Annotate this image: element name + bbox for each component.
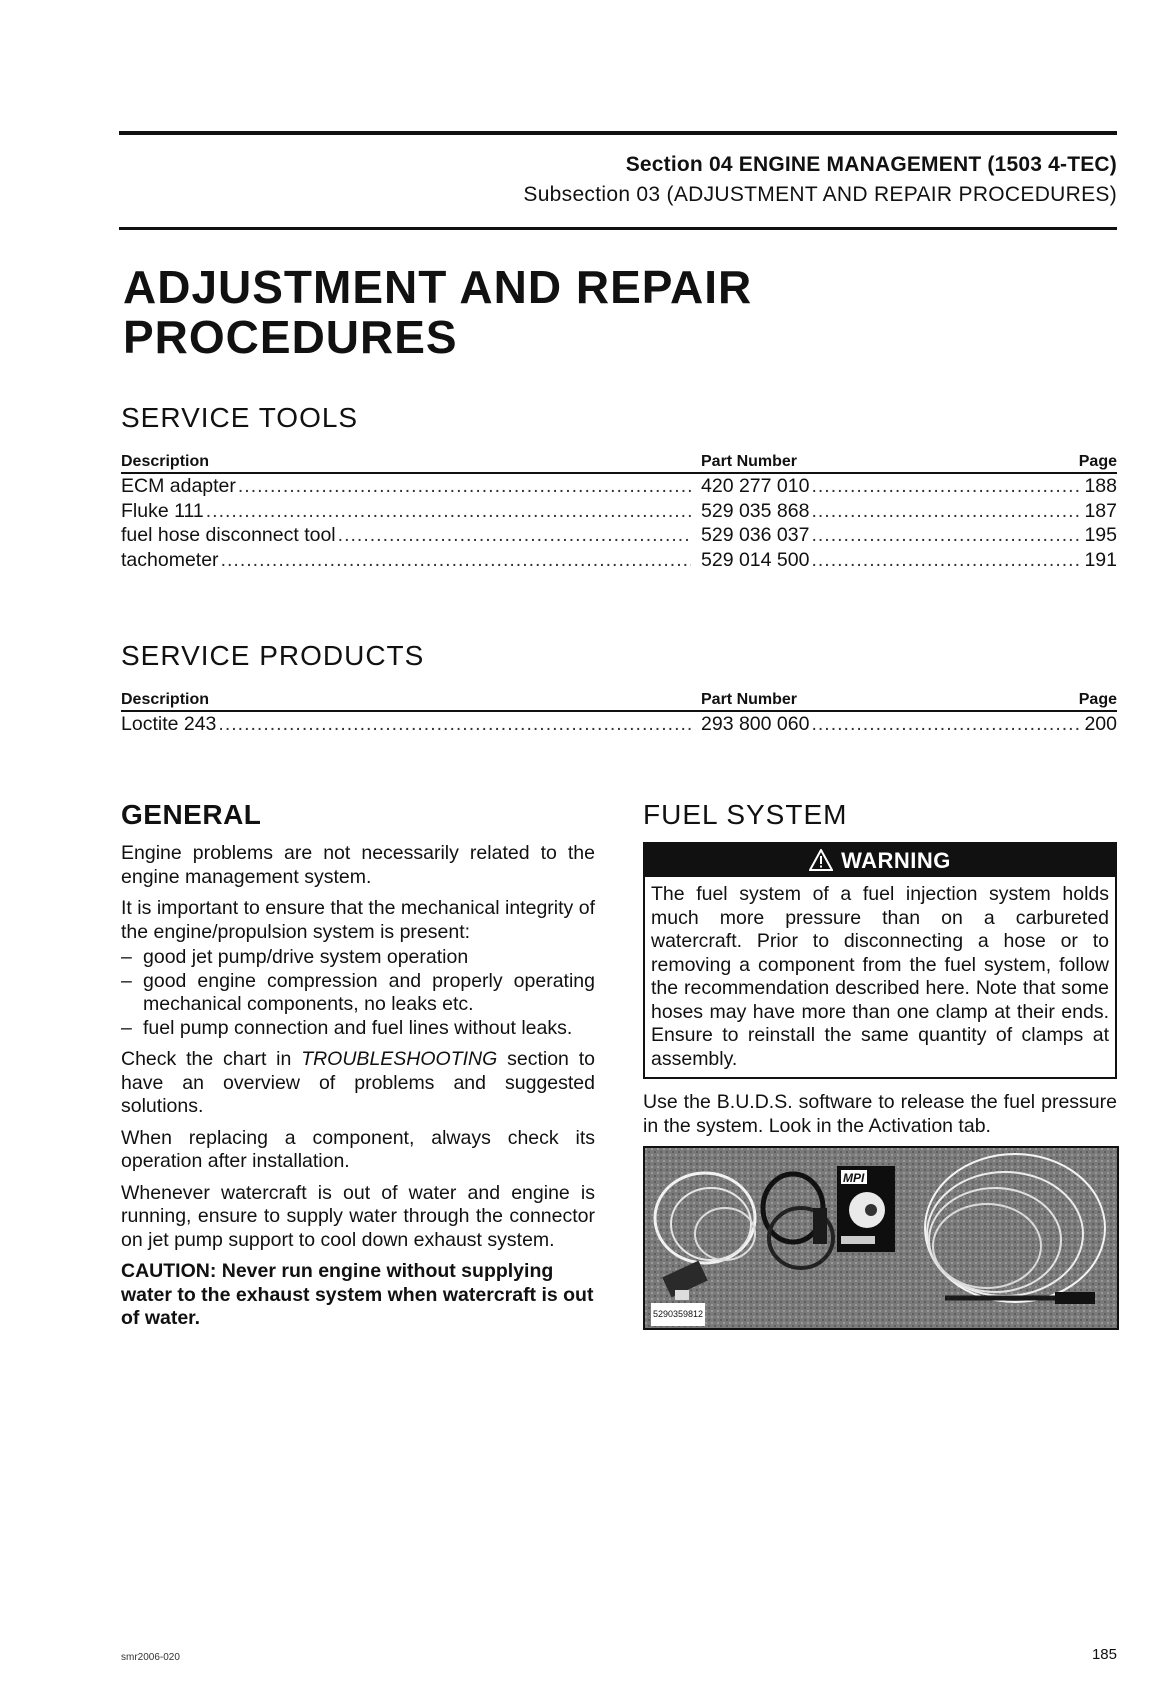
tool-part-number: 529 014 500 — [701, 548, 810, 571]
column-header-page: Page — [1078, 691, 1117, 708]
leader-dots — [811, 712, 1082, 736]
warning-triangle-icon — [809, 849, 833, 871]
text-run: tab. — [953, 1114, 991, 1137]
caution-text: Never run engine without supplying water to the exhaust system when watercraft is out of water. — [121, 1260, 594, 1329]
page-title-line-1: ADJUSTMENT AND REPAIR — [123, 261, 753, 313]
general-paragraph: Engine problems are not necessarily related to the engine management system. — [121, 842, 595, 888]
column-header-description: Description — [121, 691, 210, 708]
service-products-table — [121, 688, 1117, 737]
warning-text: The fuel system of a fuel injection system holds much more pressure than on a carbureted watercraft. Prior to disconnecting a hose or to removing a component from the fuel system, follow the recommendation described here. Note that some hoses may have more than one clamp at their ends. Ensure to reinstall the same quantity of clamps at assembly. — [651, 883, 1109, 1070]
table-row — [121, 548, 1117, 573]
column-header-part-number: Part Number — [701, 453, 798, 470]
general-paragraph — [121, 1048, 595, 1119]
troubleshooting-reference: TROUBLESHOOTING — [301, 1048, 498, 1070]
product-description: Loctite 243 — [121, 713, 217, 735]
activation-tab-reference: Activation — [868, 1114, 954, 1137]
tool-page: 188 — [1084, 475, 1117, 497]
service-products-heading: SERVICE PRODUCTS — [121, 640, 425, 671]
header-top-rule — [119, 131, 1117, 135]
table-row — [121, 499, 1117, 524]
column-header-part-number: Part Number — [701, 691, 798, 708]
leader-dots — [221, 548, 691, 572]
buds-kit-photo — [643, 1146, 1119, 1330]
general-heading: GENERAL — [121, 799, 262, 830]
table-row — [121, 474, 1117, 499]
column-header-page: Page — [1078, 453, 1117, 470]
leader-dots — [811, 474, 1082, 498]
text-run: Use the B.U.D.S. software to release the fuel pressure in the system. Look in the — [643, 1091, 1117, 1137]
text-run: Check the chart in — [121, 1048, 302, 1070]
header-bottom-rule — [119, 227, 1117, 230]
tool-description: fuel hose disconnect tool — [121, 524, 336, 546]
document-code: smr2006-020 — [121, 1652, 180, 1663]
buds-kit-image — [645, 1148, 1117, 1328]
photo-caption: 5290359812 — [651, 1303, 705, 1327]
general-paragraph: When replacing a component, always check its operation after installation. — [121, 1126, 595, 1172]
fuel-system-column — [643, 798, 1117, 1330]
product-part-number: 293 800 060 — [701, 713, 810, 735]
general-paragraph: Whenever watercraft is out of water and engine is running, ensure to supply water through the connector on jet pump support to cool down exhaust system. — [121, 1181, 595, 1251]
service-tools-table — [121, 450, 1117, 572]
table-row — [121, 712, 1117, 737]
tool-page: 191 — [1084, 548, 1117, 571]
table-header — [121, 450, 1117, 474]
leader-dots — [218, 712, 691, 736]
subsection-title: Subsection 03 (ADJUSTMENT AND REPAIR PROCEDURES) — [523, 183, 1117, 206]
fuel-system-heading: FUEL SYSTEM — [643, 799, 848, 830]
fuel-system-paragraph — [643, 1091, 1117, 1138]
tool-page: 187 — [1084, 499, 1117, 522]
warning-box — [643, 842, 1117, 1079]
mpi-label: MPI — [843, 1171, 865, 1185]
tool-description: Fluke 111 — [121, 499, 204, 522]
general-paragraph: It is important to ensure that the mechanical integrity of the engine/propulsion system is present: — [121, 897, 595, 943]
general-column — [121, 798, 595, 1339]
service-tools-heading: SERVICE TOOLS — [121, 402, 359, 433]
tool-part-number: 420 277 010 — [701, 475, 810, 497]
tool-description: ECM adapter — [121, 475, 236, 497]
leader-dots — [811, 548, 1082, 572]
leader-dots — [338, 523, 691, 547]
page-number: 185 — [1091, 1646, 1117, 1663]
section-title: Section 04 ENGINE MANAGEMENT (1503 4-TEC) — [625, 153, 1117, 176]
tool-part-number: 529 036 037 — [701, 524, 810, 546]
product-page: 200 — [1084, 713, 1117, 735]
tool-part-number: 529 035 868 — [701, 499, 810, 522]
leader-dots — [238, 474, 691, 498]
warning-header — [645, 844, 1115, 877]
table-header — [121, 688, 1117, 712]
list-item: – fuel pump connection and fuel lines without leaks. — [121, 1017, 595, 1041]
column-header-description: Description — [121, 453, 210, 470]
page-title-line-2: PROCEDURES — [123, 311, 458, 363]
leader-dots — [811, 499, 1082, 523]
warning-label: WARNING — [841, 848, 951, 873]
tool-description: tachometer — [121, 548, 219, 571]
page-title — [123, 262, 752, 362]
caution-label: CAUTION: — [121, 1260, 217, 1282]
list-item: – good jet pump/drive system operation — [121, 946, 595, 970]
tool-page: 195 — [1084, 524, 1117, 546]
text-run: section to have an overview of problems and suggested solutions. — [121, 1048, 595, 1117]
leader-dots — [811, 523, 1082, 547]
list-item: – good engine compression and properly operating mechanical components, no leaks etc. — [121, 970, 595, 1017]
leader-dots — [206, 499, 691, 523]
caution-note — [121, 1260, 595, 1331]
table-row — [121, 523, 1117, 548]
requirements-list — [121, 946, 595, 1040]
